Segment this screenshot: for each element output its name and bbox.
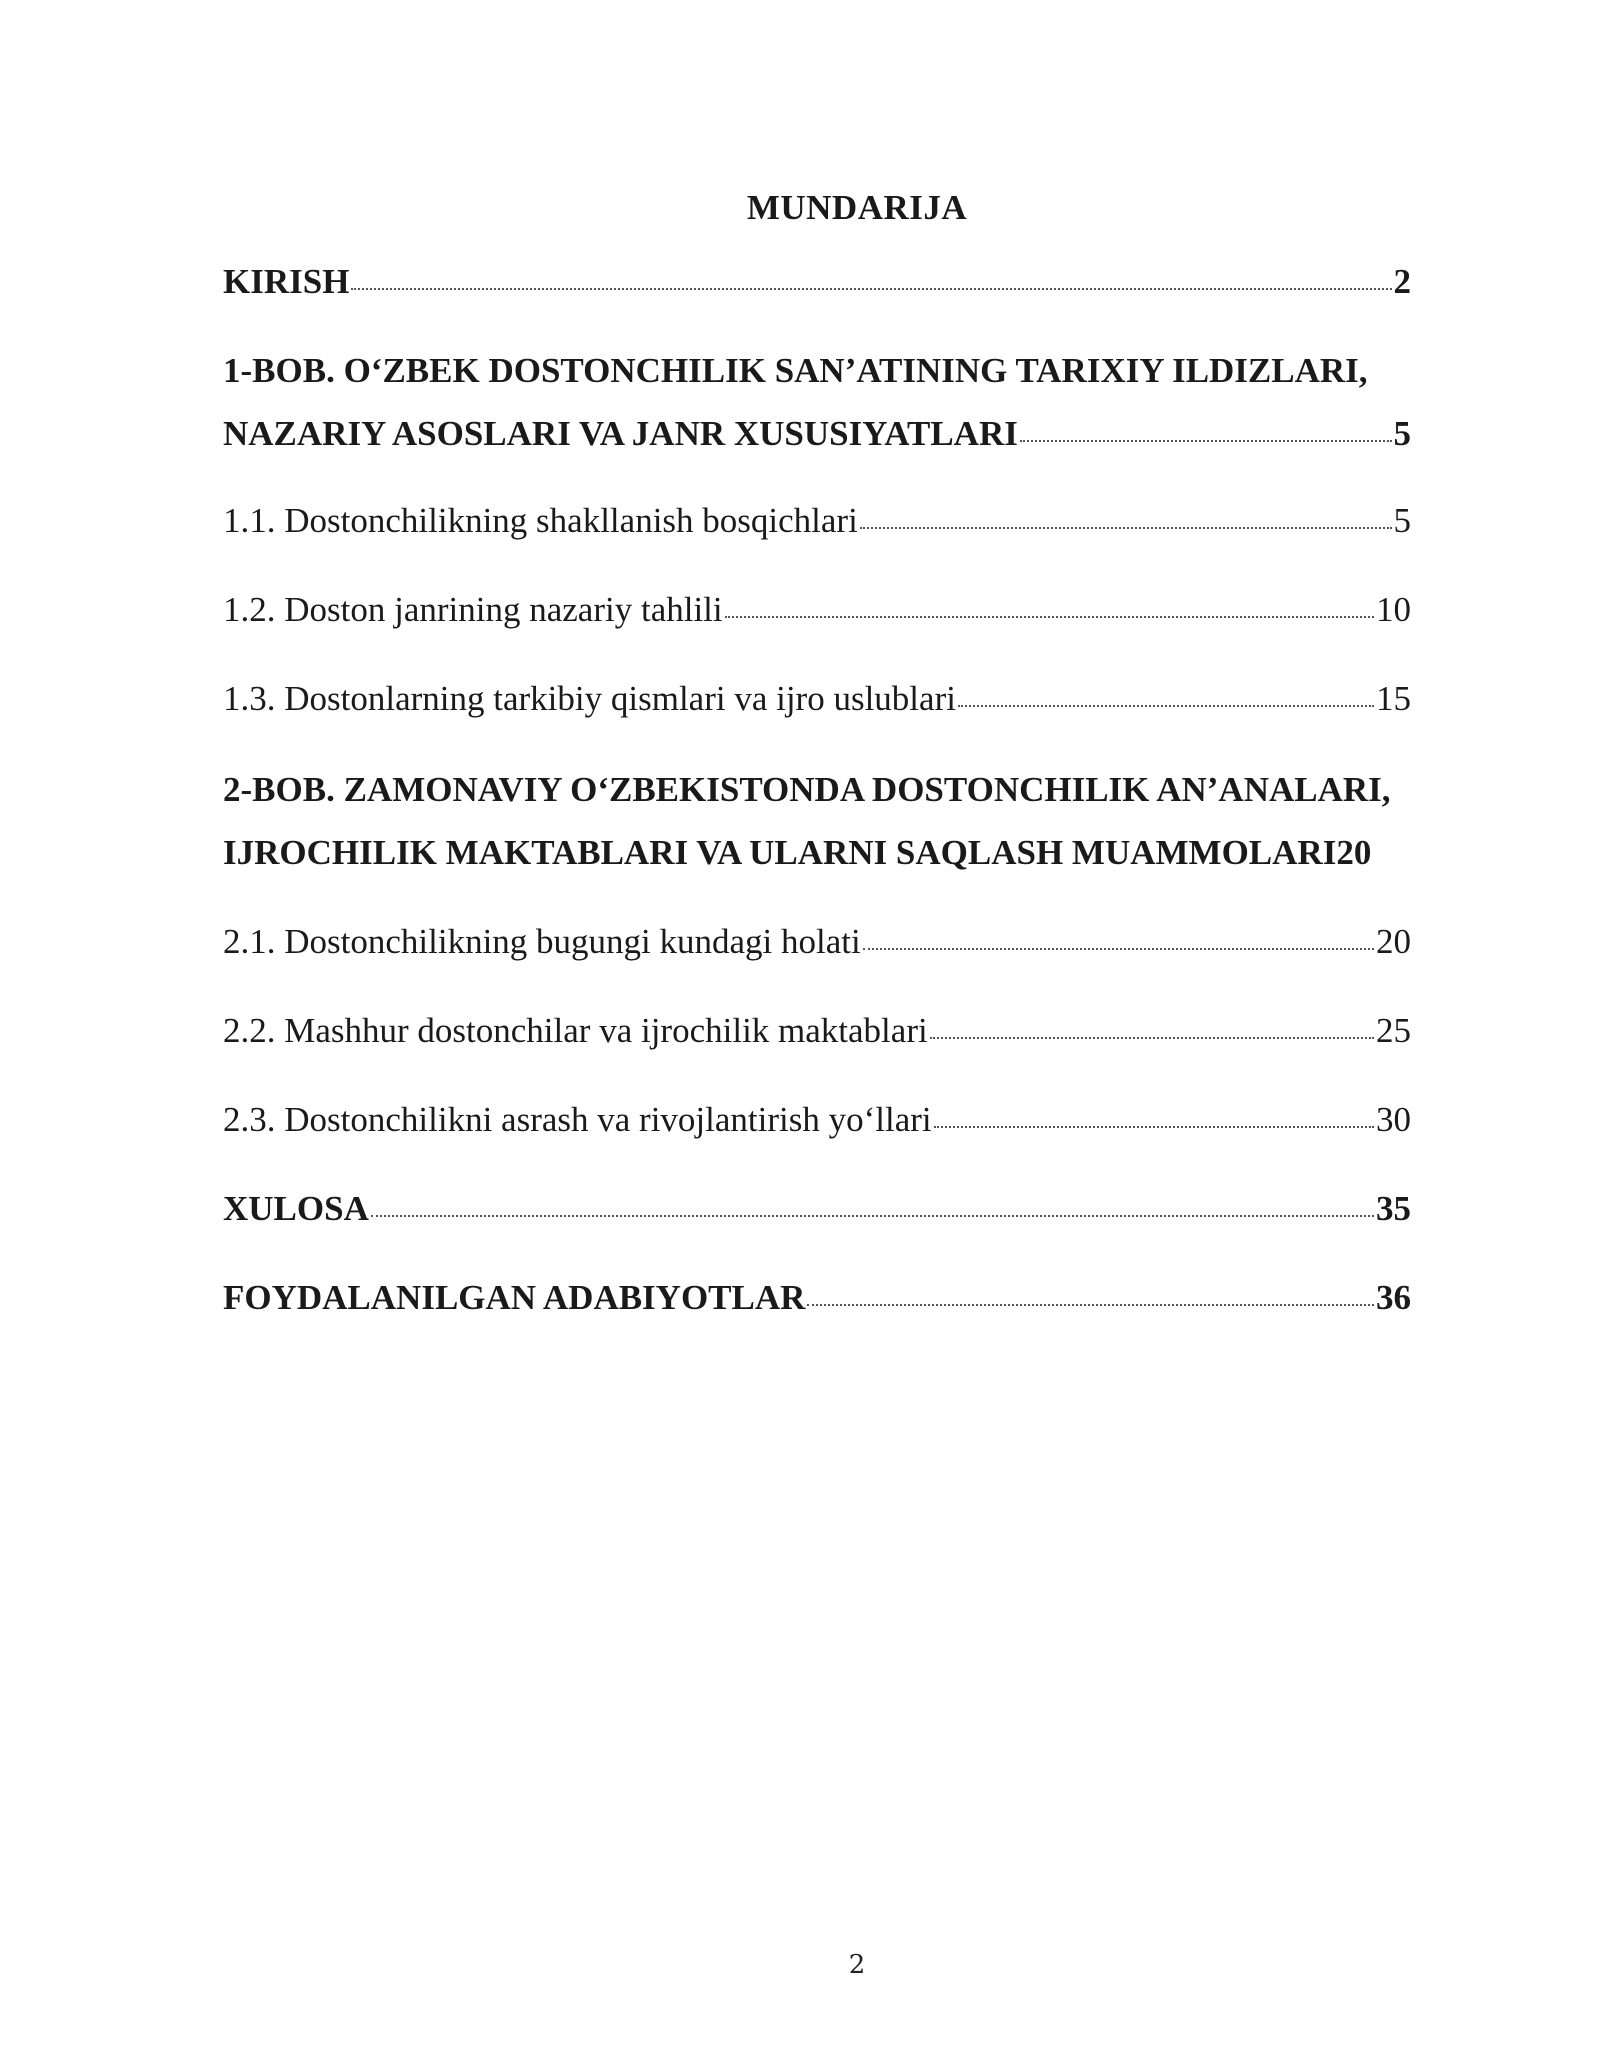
toc-entry-2-3[interactable] bbox=[223, 1102, 1411, 1137]
dot-leader bbox=[725, 616, 1374, 618]
toc-entry-page: 5 bbox=[1393, 501, 1411, 540]
toc-entry-chapter-2[interactable] bbox=[223, 772, 1411, 870]
toc-entry-page: 35 bbox=[1376, 1189, 1411, 1228]
toc-entry-1-1[interactable] bbox=[223, 503, 1411, 538]
toc-entry-page: 36 bbox=[1376, 1278, 1411, 1317]
toc-entry-chapter-1[interactable] bbox=[223, 353, 1411, 451]
page-number: 2 bbox=[848, 1950, 866, 1980]
dot-leader bbox=[807, 1304, 1374, 1306]
toc-entry-label-line1: 1-BOB. O‘ZBEK DOSTONCHILIK SAN’ATINING TARIXIY ILDIZLARI, bbox=[223, 351, 1368, 390]
dot-leader bbox=[934, 1126, 1374, 1128]
toc-entry-label: 2.1. Dostonchilikning bugungi kundagi holati bbox=[223, 922, 861, 961]
dot-leader bbox=[860, 527, 1392, 529]
dot-leader bbox=[958, 705, 1374, 707]
toc-entry-references[interactable] bbox=[223, 1280, 1411, 1315]
toc-entry-page: 25 bbox=[1376, 1011, 1411, 1050]
toc-entry-page: 15 bbox=[1376, 679, 1411, 718]
toc-entry-label: 2.2. Mashhur dostonchilar va ijrochilik maktablari bbox=[223, 1011, 928, 1050]
toc-entry-page: 20 bbox=[1336, 833, 1372, 872]
toc-entry-2-1[interactable] bbox=[223, 924, 1411, 959]
toc-entry-page: 5 bbox=[1393, 414, 1411, 453]
toc-entry-2-2[interactable] bbox=[223, 1013, 1411, 1048]
toc-entry-label: 1.1. Dostonchilikning shakllanish bosqichlari bbox=[223, 501, 858, 540]
toc-entry-1-2[interactable] bbox=[223, 592, 1411, 627]
dot-leader bbox=[1020, 440, 1392, 442]
toc-entry-page: 10 bbox=[1376, 590, 1411, 629]
toc-entry-label: XULOSA bbox=[223, 1189, 369, 1228]
toc-entry-label-line2: NAZARIY ASOSLARI VA JANR XUSUSIYATLARI bbox=[223, 414, 1018, 453]
dot-leader bbox=[930, 1037, 1374, 1039]
toc-entry-page: 20 bbox=[1376, 922, 1411, 961]
toc-entry-page: 30 bbox=[1376, 1100, 1411, 1139]
toc-entry-1-3[interactable] bbox=[223, 681, 1411, 716]
toc-entry-label: FOYDALANILGAN ADABIYOTLAR bbox=[223, 1278, 806, 1317]
toc-entry-page: 2 bbox=[1393, 262, 1411, 301]
toc-entry-label: 1.3. Dostonlarning tarkibiy qismlari va ijro uslublari bbox=[223, 679, 956, 718]
page-title: MUNDARIJA bbox=[746, 188, 968, 227]
toc-entry-label-line2: IJROCHILIK MAKTABLARI VA ULARNI SAQLASH MUAMMOLARI bbox=[223, 833, 1337, 872]
dot-leader bbox=[351, 288, 1391, 290]
toc-entry-label-line1: 2-BOB. ZAMONAVIY O‘ZBEKISTONDA DOSTONCHILIK AN’ANALARI, bbox=[223, 770, 1391, 809]
toc-entry-label: 2.3. Dostonchilikni asrash va rivojlantirish yo‘llari bbox=[223, 1100, 932, 1139]
dot-leader bbox=[371, 1215, 1374, 1217]
toc-entry-label: KIRISH bbox=[223, 262, 350, 301]
toc-entry-xulosa[interactable] bbox=[223, 1191, 1411, 1226]
dot-leader bbox=[863, 948, 1374, 950]
toc-entry-kirish[interactable] bbox=[223, 264, 1411, 299]
toc-entry-label: 1.2. Doston janrining nazariy tahlili bbox=[223, 590, 723, 629]
